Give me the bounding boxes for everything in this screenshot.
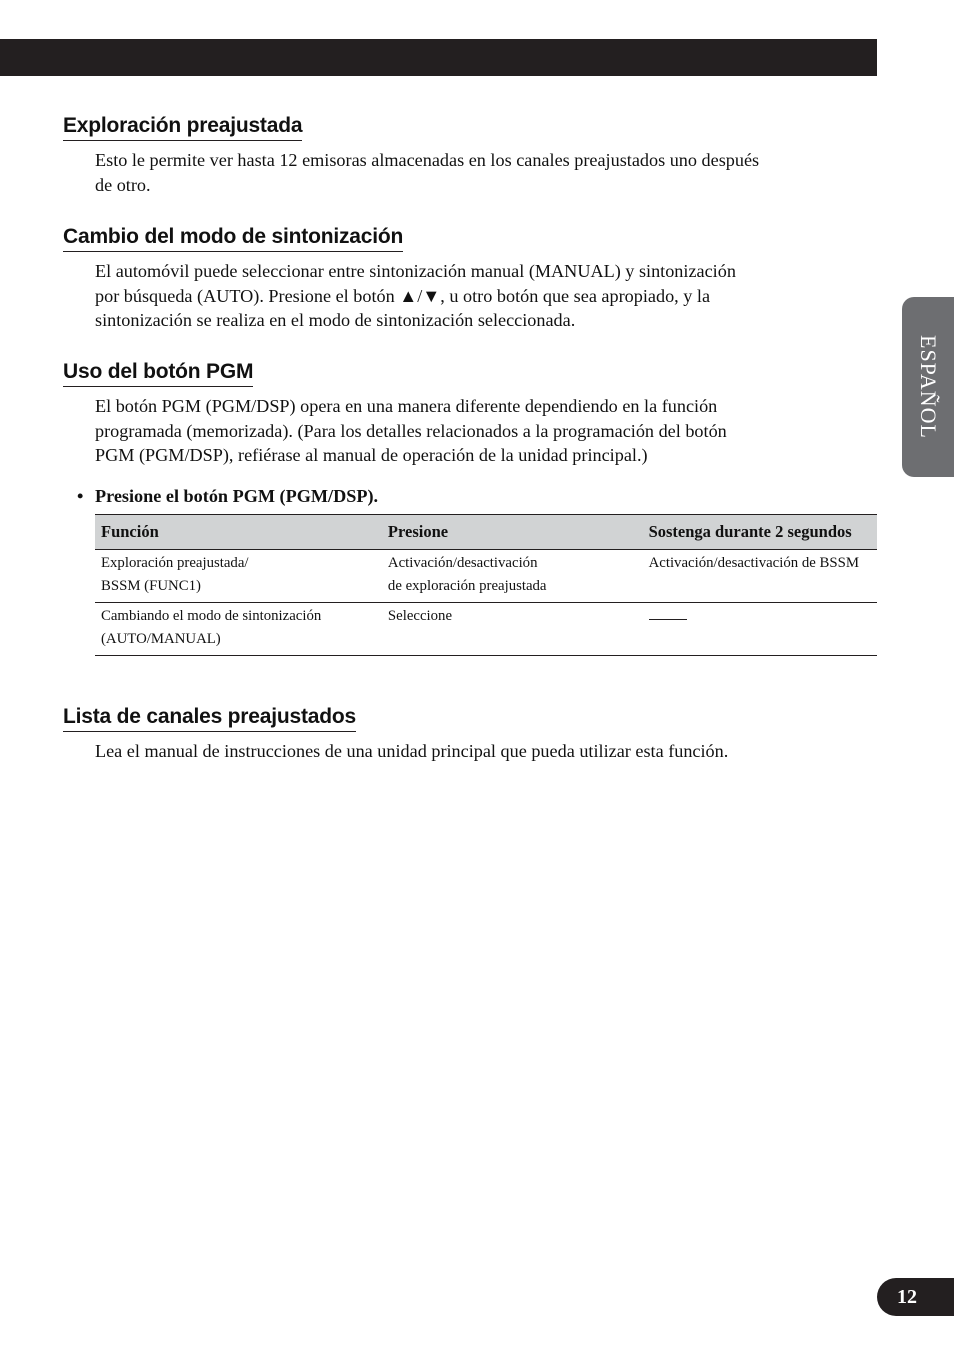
section-heading-uso-pgm: Uso del botón PGM	[63, 359, 253, 387]
column-header-sostenga: Sostenga durante 2 segundos	[643, 515, 877, 550]
cell-line: (AUTO/MANUAL)	[101, 631, 221, 647]
section-body-exploracion	[95, 148, 759, 197]
table-row	[95, 603, 877, 656]
table-header-row	[95, 515, 877, 550]
cell-line: Exploración preajustada/	[101, 555, 249, 571]
language-tab	[902, 297, 954, 477]
column-header-funcion: Función	[95, 515, 382, 550]
body-line: PGM (PGM/DSP), refiérase al manual de operación de la unidad principal.)	[95, 445, 648, 465]
section-heading-lista-canales: Lista de canales preajustados	[63, 704, 356, 732]
column-header-presione: Presione	[382, 515, 643, 550]
cell-line: Cambiando el modo de sintonización	[101, 608, 322, 624]
cell-funcion	[95, 603, 382, 656]
cell-line: Activación/desactivación	[387, 555, 538, 571]
language-tab-label: ESPAÑOL	[916, 335, 941, 439]
function-table	[95, 514, 877, 656]
cell-line: de exploración preajustada	[387, 578, 547, 594]
bullet-icon: •	[77, 486, 84, 506]
cell-line: Seleccione	[387, 608, 453, 624]
cell-presione	[382, 550, 643, 603]
body-line: Esto le permite ver hasta 12 emisoras almacenadas en los canales preajustados uno después	[95, 150, 760, 170]
section-heading-cambio-modo: Cambio del modo de sintonización	[63, 224, 403, 252]
section-body-lista-canales	[95, 739, 728, 764]
cell-funcion	[95, 550, 382, 603]
body-line: por búsqueda (AUTO). Presione el botón ▲/▼, u otro botón que sea apropiado, y la	[95, 285, 711, 306]
section-heading-exploracion: Exploración preajustada	[63, 113, 302, 141]
body-line: sintonización se realiza en el modo de sintonización seleccionada.	[95, 310, 576, 330]
dash-icon	[649, 619, 687, 620]
cell-sostenga	[643, 550, 877, 603]
cell-presione	[382, 603, 643, 656]
header-bar	[0, 39, 877, 76]
body-line: programada (memorizada). (Para los detalles relacionados a la programación del botón	[95, 420, 727, 441]
table-row	[95, 550, 877, 603]
bullet-text: Presione el botón PGM (PGM/DSP).	[95, 486, 379, 506]
cell-line: Activación/desactivación de BSSM	[648, 555, 859, 571]
cell-line: BSSM (FUNC1)	[101, 578, 201, 594]
page-number-tab	[877, 1278, 954, 1316]
section-body-uso-pgm	[95, 394, 727, 468]
body-line: El automóvil puede seleccionar entre sintonización manual (MANUAL) y sintonización	[95, 261, 736, 281]
bullet-instruction	[77, 484, 378, 508]
cell-sostenga	[643, 603, 877, 656]
body-line: El botón PGM (PGM/DSP) opera en una manera diferente dependiendo en la función	[95, 396, 718, 416]
section-body-cambio-modo	[95, 259, 736, 333]
body-line: de otro.	[95, 174, 151, 195]
page-number: 12	[897, 1286, 917, 1308]
body-line: Lea el manual de instrucciones de una unidad principal que pueda utilizar esta función.	[95, 741, 729, 761]
